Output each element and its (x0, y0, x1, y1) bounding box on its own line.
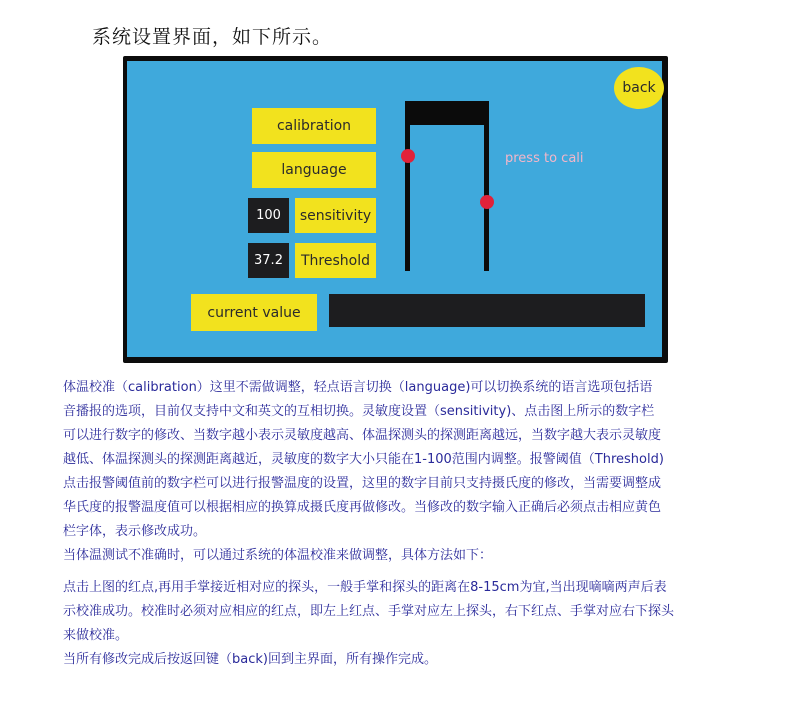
lower-right-calibration-dot[interactable] (480, 195, 494, 209)
instructions-block-1 (63, 376, 763, 568)
sensitivity-button[interactable]: sensitivity (295, 198, 376, 233)
probe-frame-top (405, 101, 489, 125)
current-value-button[interactable]: current value (191, 294, 317, 331)
instruction-line: 当所有修改完成后按返回键（back)回到主界面，所有操作完成。 (63, 652, 437, 667)
threshold-value-field[interactable]: 37.2 (248, 243, 289, 278)
instruction-line: 点击上图的红点,再用手掌接近相对应的探头，一般手掌和探头的距离在8-15cm为宜,当出现嘀嘀两声后表 (63, 580, 667, 595)
instruction-line: 示校准成功。校准时必须对应相应的红点，即左上红点、手掌对应左上探头，右下红点、手掌对应右下探头 (63, 604, 675, 619)
instruction-line: 栏字体，表示修改成功。 (63, 524, 207, 539)
upper-left-calibration-dot[interactable] (401, 149, 415, 163)
probe-frame-left-post (405, 125, 410, 271)
instruction-line: 可以进行数字的修改、当数字越小表示灵敏度越高、体温探测头的探测距离越远，当数字越大表示灵敏度 (63, 428, 662, 443)
instruction-line: 当体温测试不准确时，可以通过系统的体温校准来做调整，具体方法如下： (63, 548, 493, 563)
device-screen-bezel (123, 56, 668, 363)
threshold-button[interactable]: Threshold (295, 243, 376, 278)
current-value-display (329, 294, 645, 327)
calibration-button[interactable]: calibration (252, 108, 376, 144)
section-heading: 系统设置界面，如下所示。 (92, 26, 333, 48)
back-button[interactable]: back (614, 67, 664, 109)
instruction-line: 音播报的选项，目前仅支持中文和英文的互相切换。灵敏度设置（sensitivity)、点击图上所示的数字栏 (63, 404, 655, 419)
instructions-block-2 (63, 576, 763, 672)
instruction-line: 点击报警阈值前的数字栏可以进行报警温度的设置，这里的数字目前只支持摄氏度的修改，当需要调整成 (63, 476, 662, 491)
settings-screen (127, 61, 662, 357)
language-button[interactable]: language (252, 152, 376, 188)
press-to-calibrate-hint: press to cali (505, 151, 584, 166)
instruction-line: 来做校准。 (63, 628, 129, 643)
instruction-line: 越低、体温探测头的探测距离越近，灵敏度的数字大小只能在1-100范围内调整。报警阈值（Threshold) (63, 452, 664, 467)
instruction-line: 华氏度的报警温度值可以根据相应的换算成摄氏度再做修改。当修改的数字输入正确后必须点击相应黄色 (63, 500, 662, 515)
sensitivity-value-field[interactable]: 100 (248, 198, 289, 233)
instruction-line: 体温校准（calibration）这里不需做调整，轻点语言切换（language)可以切换系统的语言选项包括语 (63, 380, 653, 395)
